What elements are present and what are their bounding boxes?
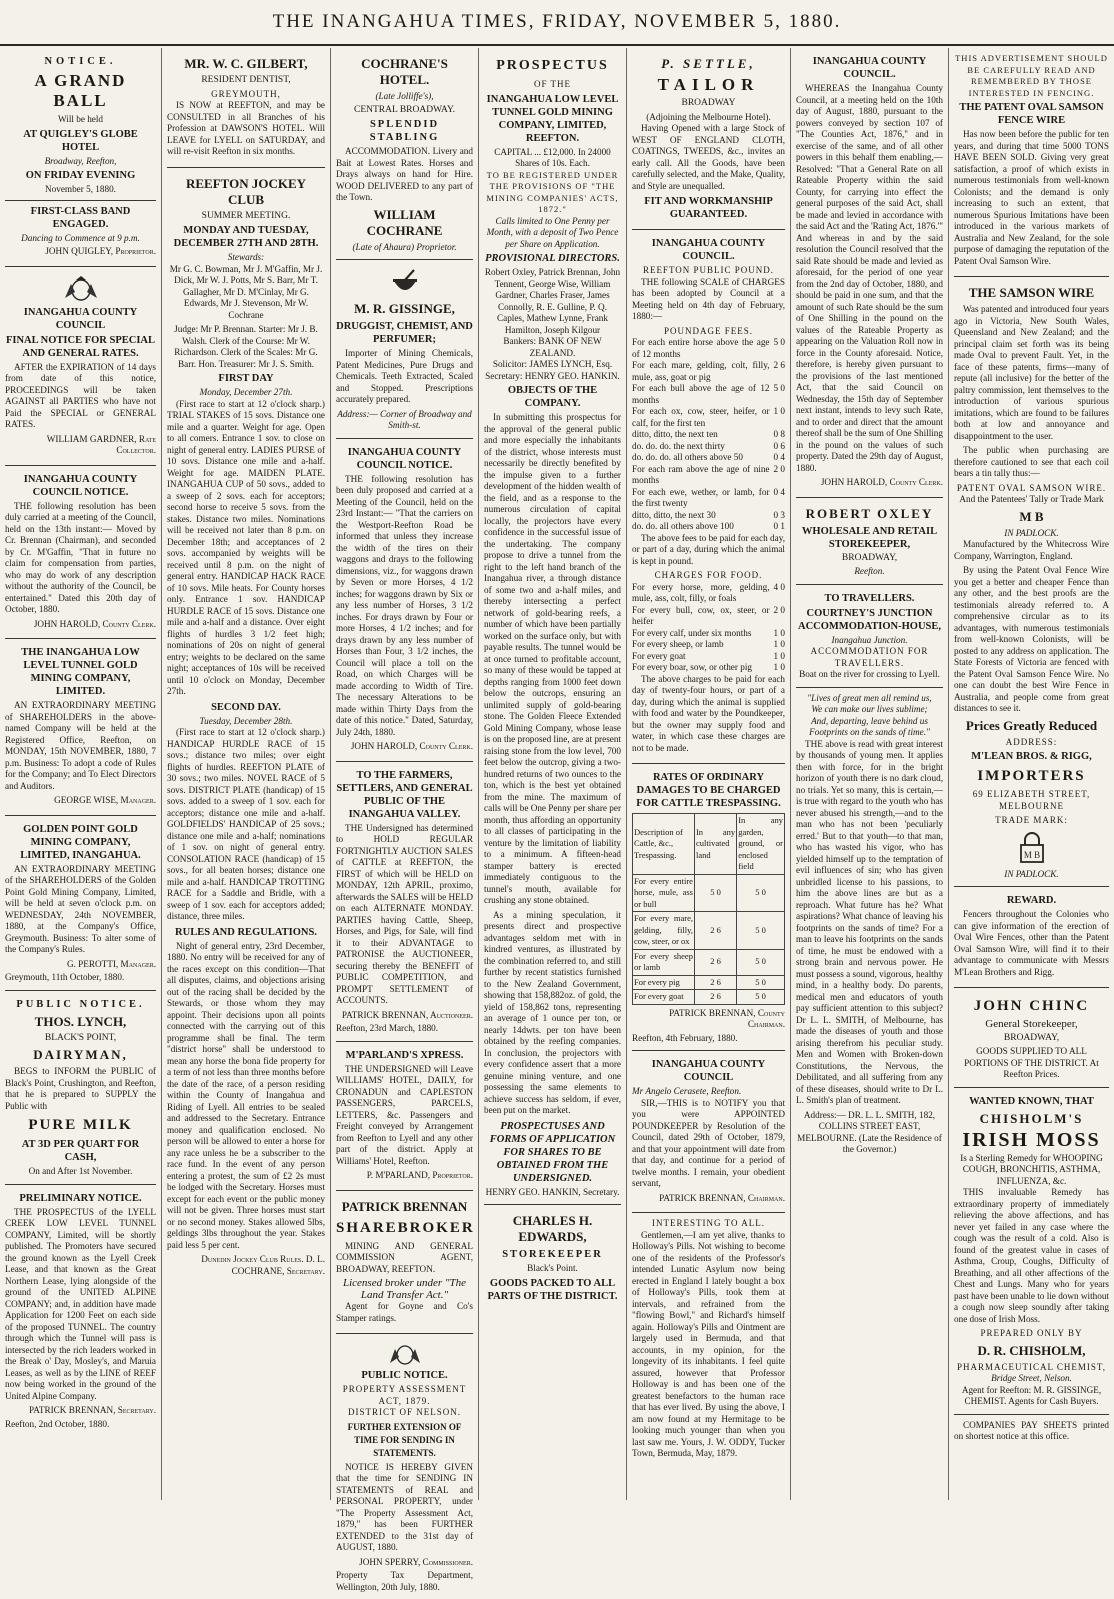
sharebroker-ad [336,1191,473,1335]
moss-address: Bridge Street, Nelson. [991,1373,1072,1383]
wire-padlock: IN PADLOCK. [1004,527,1059,538]
agents-head: ADDRESS: [1005,736,1058,747]
poundkeeper-letter [632,1051,785,1213]
cochrane-hotel-ad [336,48,473,260]
poundage-row: ditto, ditto, the next ten 0 8 [632,429,785,439]
preliminary-notice [5,1185,156,1437]
general-rate-body: WHEREAS the Inangahua County Council, at a meeting held on the 10th day of August, 1880, pursuant to the powers conveyed by section 107 of "The Counties Act, 1876," and in exercise of the same, and of all other powers in this behalf them enabling,—Resolved: "That a General Rate on all Rateable Property within the said County, for carrying into effect the general purposes of the said Act, shall be made and levied in accordance with the said Act and the 'Rating Act, 1876.'" And whereas in and by the said resolution the Council resolved that the said Rate should be made and levied as aforesaid, for the period of one year from the 2nd day of October, 1880, and should be paid in one sum, and that the amount of such Rate should be the sum of One Shilling in the pound on the values of the Rateable Property as appearing on the Valuation Roll now in force in the County aforesaid. Notice, therefore, is hereby given pursuant to the provisions of the last mentioned Act, that the said Council on Wednesday, the 15th day of September next instant, intends to levy such Rate, and to order and direct that the amount thereof shall be the sum of One Shilling in the pound on the values of such property. Dated the 29th day of August, 1880. [796,83,943,473]
damages-head: RATES OF ORDINARY DAMAGES TO BE CHARGED FOR CATTLE TRESPASSING. [636,772,781,809]
chinc-trade: General Storekeeper, [985,1018,1078,1030]
objects-body-2: As a mining speculation, it presents direct and prospective advantages seldom met with in kindred ventures, as illustrated by the combination referred to, and still further by recent statistics furnished to the New Zealand Government, showing that 158,882oz. of gold, the yield of 158,862 tons, representing an average of 1 ounce per ton, or nearly 14dwts. per ton have been obtained by the reefing companies. In conclusion, the projectors with every confidence assert that a more genuine mining venture, and one possessing the same elements to achieve success has seldom, if ever, been put on the market. [484,909,621,1115]
express-ad [336,1042,473,1191]
moss-body: THIS invaluable Remedy has extraordinary property of immediately relieving the above affections, and has never yet failed in any case where the cough was the result of a cold. Also is found of the greatest value in cases of Asthma, Croup, Coughs, Difficulty of Breathing, and all other affections of the Chest and Lungs. Many who for years past have been unable to lie down without a cough now sleep soundly after taking one dose of Irish Moss. [954,1187,1109,1324]
express-body: THE UNDERSIGNED will Leave WILLIAMS' HOTEL, DAILY, for CRONADUN and CAPLESTON PASSENGERS, PARCELS, LETTERS, &c. Passengers and Freight conveyed by Arrangement from Reefton to Lyell and any other part of the district. Apply at Williams' Hotel, Reefton. [336,1063,473,1166]
ball-signature: JOHN QUIGLEY, Proprietor. [45,246,156,256]
final-rates-notice [5,267,156,466]
poundage-row: For each mare, gelding, colt, filly, mule, ass, goat or pig 2 6 [632,360,785,382]
objects-head: OBJECTS OF THE COMPANY. [507,385,598,409]
tailor-body: Having Opened with a large Stock of WEST OF ENGLAND CLOTH, COATINGS, TWEEDS, &c., invites an early call. All the Goods, have been carefully selected, and the Make, Quality, and Style are unequalled. [632,123,785,191]
food-note: The above charges to be paid for each day of twenty-four hours, or part of a day, during which the animal is supplied with food and water by the Poundkeeper, but the owner may supply food and water, in which case these charges are not to be made. [632,673,785,753]
oxley-ad [796,498,943,585]
dentist-body: IS NOW at REEFTON, and may be CONSULTED in all Branches of his Profession at DAWSON'S HOTEL. Will LEAVE for LYELL on SATURDAY, and will re-visit Reefton in six months. [167,100,325,156]
broker-agent: Agent for Goyne and Co's Stamper ratings. [336,1301,473,1323]
lynch-name: THOS. LYNCH, [34,1013,127,1029]
lynch-milk: PURE MILK [28,1117,133,1133]
dentist-town: GREYMOUTH, [211,88,281,99]
agents-name: M'LEAN BROS. & RIGG, [971,751,1092,762]
poundage-list [632,337,785,533]
tailor-adjoining: (Adjoining the Melbourne Hotel). [646,111,771,122]
irish-moss-ad [954,1088,1109,1415]
moss-name: CHISHOLM'S [979,1110,1084,1126]
tire-notice [336,439,473,762]
rates-body: AFTER the EXPIRATION of 14 days from date of this notice, PROCEEDINGS will be taken AGAINST all PARTIES who have not Paid the SPECIAL or GENERAL RATES. [5,361,156,429]
prospectus-ad [484,48,621,1205]
poundage-row: do. do. do. all others above 50 0 4 [632,452,785,462]
tire-head: INANGAHUA COUNTY COUNCIL NOTICE. [347,446,462,471]
hotel-owner: WILLIAM COCHRANE [366,206,443,238]
day1-head: FIRST DAY [218,373,274,384]
agents-trade: IMPORTERS [977,768,1086,784]
chemist-body: Importer of Mining Chemicals, Patent Medicines, Pure Drugs and Chemicals. Teeth Extracted, Scaled and Stopped. Prescriptions accurately prepared. [336,348,473,404]
wire-body-2: By using the Patent Oval Fence Wire you get a better and cheaper Fence than any other, and the best proofs are the testimonials already referred to. A comprehensive circular as to its advantages, with numerous testimonials from well-known Colonists, will be posted to any address on application. The State Forests of Victoria are fenced with the Patent Oval Samson Fence Wire. No one can doubt the best Wire Fence in Australia, and people come from great distances to see it. [954,565,1109,713]
tunnel-body: AN EXTRAORDINARY MEETING of SHAREHOLDERS in the above-named Company will be held at the Registered Office, Reefton, on MONDAY, 15th NOVEMBER, 1880, 7 p.m. Business: To adopt a code of Rules for the Company; and To Elect Directors and Auditors. [5,700,156,791]
moss-wanted: WANTED KNOWN, THAT [969,1095,1094,1107]
dentist-name: MR. W. C. GILBERT, [184,56,308,71]
wire-tally: PATENT OVAL SAMSON WIRE. [956,482,1107,493]
dentist-title: RESIDENT DENTIST, [201,75,291,85]
pound-body: THE following SCALE of CHARGES has been adopted by Council at a Meeting held on 4th day of February, 1880:— [632,276,785,321]
hotel-stabling: SPLENDID STABLING [369,119,440,143]
damages-header-row [633,814,785,875]
oxley-name: ROBERT OXLEY [805,505,934,521]
golden-signature: G. PEROTTI, Manager. [66,958,156,969]
express-head: M'PARLAND'S XPRESS. [345,1049,464,1061]
wire-head: THE SAMSON WIRE [968,285,1095,300]
holloway-head: INTERESTING TO ALL. [652,1218,765,1228]
prelim-date: Reefton, 2nd October, 1880. [5,1418,110,1429]
hotel-body: ACCOMMODATION. Livery and Bait at Lowest Rates. Horses and Drays always on hand for Hire. WOOD DELIVERED to any part of the Town. [336,146,473,202]
ball-notice [5,48,156,267]
hotel-owner-sub: (Late of Ahaura) Proprietor. [352,241,457,252]
directors-list: Robert Oxley, Patrick Brennan, John Tennent, George Wise, William Gardner, Charles Fraser, James Connolly, R. E. Gulline, P. Q. Caples, Mathew Lynne, Frank Hamilton, Joseph Kilgour [484,267,621,335]
edwards-name: CHARLES H. EDWARDS, [512,1213,593,1244]
tax-district: DISTRICT OF NELSON. [347,1407,462,1417]
column-1 [0,48,162,1500]
reward-ad [954,887,1109,988]
tailor-address: BROADWAY [681,98,736,108]
prospectus-registration: TO BE REGISTERED UNDER THE PROVISIONS OF "THE MINING COMPANIES' ACTS, 1872." [486,169,619,214]
tunnel-head: THE INANGAHUA LOW LEVEL TUNNEL GOLD MINING COMPANY, LIMITED. [21,647,140,697]
ball-notice-head: NOTICE. [44,56,117,67]
jockey-dates: MONDAY AND TUESDAY, DECEMBER 27TH AND 28TH. [173,225,319,249]
holloway-body: Gentlemen,—I am yet alive, thanks to Holloway's Pills. Not wishing to become one of the residents of the Professor's intended Lunatic Asylum now being erected in England I lately bought a box of Holloway's Pills, took them at intervals, and refrained from the "flowing Bowl," and Richard's himself again. Holloway's Pills and Ointment are largely used in Bermuda, and that accounts, in my opinion, for the longevity of its inhabitants. I feel quite assured, however that Professor Holloway is and has been one of the greatest benefactors to the human race that has ever lived. By using the above, I am now found at my Hermitage to be looking much younger than when you last saw me. Yours, J. W. ODDY, Tucker Town, Bermuda, May, 1879. [632,1229,785,1458]
hotel-name: COCHRANE'S HOTEL. [361,56,448,87]
damages-signature: PATRICK BRENNAN, County Chairman. [669,1007,785,1029]
broker-body: MINING AND GENERAL COMMISSION AGENT, BROADWAY, REEFTON. [336,1240,473,1274]
rates-head: FINAL NOTICE FOR SPECIAL AND GENERAL RATES. [5,334,156,359]
directors-head: PROVISIONAL DIRECTORS. [485,253,620,264]
table-row: For every pig 2 6 5 0 [633,975,785,990]
tailor-trade: TAILOR [657,75,760,94]
dentist-ad [167,48,325,168]
damages-date: Reefton, 4th February, 1880. [632,1032,738,1043]
lynch-trade: DAIRYMAN, [33,1047,128,1062]
oxley-address: BROADWAY, [841,552,898,563]
trade-mark-label: TRADE MARK: [995,815,1068,825]
column-6 [791,48,949,1500]
travellers-head: TO TRAVELLERS. [824,592,915,604]
mortar-icon [390,269,420,297]
chinc-address: BROADWAY, [1003,1032,1060,1043]
moss-pharmacist: PHARMACEUTICAL CHEMIST, [956,1361,1106,1372]
lynch-body: BEGS to INFORM the PUBLIC of Black's Point, Crushington, and Reefton, that he is prepared to SUPPLY the Public with [5,1066,156,1111]
fence-body: Has now been before the public for ten years, and during that time 5000 TONS HAVE BEEN SOLD. Giving very great satisfaction, a proof of which exists in numerous testimonials from well-known Colonists; and the demand is only increasing to such an extent, that numerous Spurious Imitations have been introduced in the various markets of Australia and New Zealand, for the sole purpose of damaging the reputation of the Patent Oval Samson Wire. [954,129,1109,266]
food-row: For every horse, more, gelding, mule, ass, colt, filly, or foals 4 0 [632,581,785,603]
agents-address: 69 ELIZABETH STREET, MELBOURNE [972,789,1091,811]
ball-place: AT QUIGLEY'S GLOBE HOTEL [23,128,138,153]
tax-date: Property Tax Department, Wellington, 20th July, 1880. [336,1570,473,1592]
rules-signature: Dunedin Jockey Club Rules. D. L. COCHRANE, Secretary. [201,1254,325,1276]
fence-head: THE PATENT OVAL SAMSON FENCE WIRE [959,102,1104,126]
jockey-sub: SUMMER MEETING. [201,210,291,221]
ball-address: Broadway, Reefton, [44,155,117,166]
food-head: CHARGES FOR FOOD. [654,570,763,580]
smith-ad [796,688,943,1162]
travellers-ad [796,585,943,688]
table-row: For every sheep or lamb 2 6 5 0 [633,949,785,975]
stewards-list: Mr G. C. Bowman, Mr J. M'Gaffin, Mr J. Dick, Mr W. J. Potts, Mr S. Barr, Mr T. Gallagher, Mr D. M'Cinlay, Mr G. Edwards, Mr J. Stevenson, Mr W. Cochrane [169,263,323,320]
secretary: Secretary: HENRY GEO. HANKIN. [485,370,620,381]
oxley-trade: WHOLESALE AND RETAIL STOREKEEPER, [801,525,938,550]
table-row: For every goat 2 6 5 0 [633,990,785,1005]
objects-body: In submitting this prospectus for the approval of the general public and more especially the inhabitants of the district, whose interests must necessarily be directly benefited by the impulse given to a further development of the hidden wealth of the field, and as a response to the numerous circulation of capital locally, the projectors have every confidence in the successful issue of the undertaking. The company propose to drive a tunnel from the right to the left hand branch of the Inangahua river, a through distance of some two and a-half miles, and thereby intersecting a perfect network of gold-bearing reefs, a number of which have been partially worked on the surface only, but with payable results. The tunnel would be at once turned to profitable account, so many of these would be tapped at depths ranging from 1000 feet down below the outcrops, ensuring an unlimited supply of gold-bearing stone. The Golden Fleece Extended Gold Mining Company, whose lease is on the proposed line, are at present raising stone from the low level, 700 feet below the outcrop, giving a two-hundred returns of two ounces to the ton, which is the best yet obtained from the mine. The maximum of calls will be One Penny per share per month, thus affording an opportunity to all classes of participating in the venture by the limitation of liability to a minimum. A fifteen-head stamper battery is erected immediately contiguous to the tunnel's mouth, available for crushing any stone obtained. [484,412,622,905]
day1-body: (First race to start at 12 o'clock sharp.) TRIAL STAKES of 15 sovs. Distance one mile and a quarter. Weight for age. Open to all comers. Entrance 1 sov. to close on night of general entry. LADIES PURSE of 10 sovs. Distance one mile and a-half. Weight for age. MAIDEN PLATE. INANGAHUA CUP of 50 sovs., added to a sweep of 2 sovs. each for acceptors; second horse to receive 5 sovs. from the stakes. Distance two miles. Nominations will be received not later than 8 p.m. on December 18th; and acceptances of 2 sovs. accompanied by weights will be received until 8 p.m. on the night of general entry. HANDICAP HACK RACE of 10 sovs. Mile heats. For County horses only. Entrance 1 sov. HANDICAP HURDLE RACE of 15 sovs. Distance one mile and a-half and a distance. Over eight flights of hurdles 3 1/2 feet high; nominations of 20s on night of general entry; weights to be declared on the same night; acceptances of 10s will be received until 10 o'clock on Monday, December 27th. [167,398,325,696]
column-5 [627,48,791,1500]
column-3 [331,48,479,1592]
chemist-name: M. R. GISSINGE, [354,301,455,316]
smith-body: THE above is read with great interest by thousands of young men. It applies then with force, for in the bright horizon of youth there is no dark cloud, no trials. Yet so many, this is certain,—is true with regard to the youth who has never abused his strength,—and to the man who has not been 'peculiarly erred.' But to that youth—to that man, who has wasted his vigor, who has yielded himself up to the temptation of evil influences of sin; who has given unbridled license to his passions, to him the above lines are but as a reproach. What future has he? What aspirations? What chance of leaving his footprints on the sands of time? For a man to leave his footprints on the sands of time, he must be endowed with a strong brain and nervous power. He must possess a sound, vigorous, healthy mind, in a healthy body. Do parents, medical men and educators of youth pay sufficient attention to this subject? Dr L. L. SMITH, of Melbourne, has made the diseases of youth and those arising therefrom his peculiar study. Men and Women with Broken-down Constitutions, the Nervous, the Debilitated, and all suffering from any of these diseases, should write to Dr L. L. Smith's plan of treatment. [796,738,943,1105]
hotel-address: CENTRAL BROADWAY. [354,104,455,115]
junction-hotel-ad: ACCOMMODATION FOR TRAVELLERS. [810,646,929,668]
ball-band: FIRST-CLASS BAND ENGAGED. [30,205,131,230]
tax-extension: FURTHER EXTENSION OF TIME FOR SENDING IN STATEMENTS. [347,1421,462,1458]
golden-head: GOLDEN POINT GOLD MINING COMPANY, LIMITED, INANGAHUA. [20,823,141,861]
hotel-late: (Late Jolliffe's), [375,91,434,101]
prospectus-calls: Calls limited to One Penny per Month, with a deposit of Two Pence per Share on Application. [486,215,619,249]
farmers-head: TO THE FARMERS, SETTLERS, AND GENERAL PUBLIC OF THE INANGAHUA VALLEY. [336,769,473,820]
ball-time: Dancing to Commence at 9 p.m. [21,232,140,243]
pound-notice [632,230,785,764]
smith-poem: "Lives of great men all remind us, We can make our lives sublime; And, departing, leave behind us Footprints on the sands of time." [807,692,932,737]
dairyman-notice [5,991,156,1185]
broker-title: SHAREBROKER [336,1219,475,1236]
letter-signature: PATRICK BRENNAN, Chairman. [659,1192,785,1203]
broker-licence: Licensed broker under "The Land Transfer Act." [342,1277,467,1301]
moss-sub: Is a Sterling Remedy for WHOOPING COUGH, BRONCHITIS, ASTHMA, INFLUENZA, &c. [960,1152,1103,1186]
stewards-head: Stewards: [227,252,265,262]
jockey-head: REEFTON JOCKEY CLUB [185,175,307,207]
pound-sub: REEFTON PUBLIC POUND. [642,265,775,275]
forms-signature: HENRY GEO. HANKIN, Secretary. [485,1186,620,1197]
fence-intro: THIS ADVERTISEMENT SHOULD BE CAREFULLY READ AND REMEMBERED BY THOSE INTERESTED IN FENCING. [955,53,1108,98]
resolution-head: INANGAHUA COUNTY COUNCIL NOTICE. [23,473,138,498]
ball-sub: Will be held [57,114,104,124]
tailor-name: P. SETTLE, [661,56,756,71]
wire-maker: Manufactured by the Whitecross Wire Company, Warrington, England. [954,539,1109,561]
golden-date: Greymouth, 11th October, 1880. [5,972,125,982]
column-4 [479,48,627,1500]
rules-body: Night of general entry, 23rd December, 1880. No entry will be received for any of the races except on this condition—That all disputes, claims, and objections arising out of the racing shall be decided by the Stewards, or those whom they may appoint. Their decisions upon all points connected with the carrying out of this programme shall be final. The term "district horse" shall be understood to mean any horse the bona fide property for a term of not less than three months before the date of the race, of a person residing within the County of Inangahua and Riding of Lyell. All entries to be sealed and addressed to the Secretary. Entrance money and qualification enclosed. No person will be allowed to enter a horse for any race unless he be a subscriber to the race fund. In the event of any person entering a protest, the sum of £2 2s must be lodged with the Secretary. Horses must except for each event or the public money will not be given. Three horses must start or no second money. Stakes allowed 5lbs, geldings 3lbs throughout the year. Stakes paid less 5 per cent. [167,940,325,1250]
poundage-row: ditto, ditto, the next 30 0 3 [632,509,785,520]
tire-body: THE following resolution has been duly proposed and carried at a Meeting of the Council, held on the 23rd Instant:— "That the carriers on the Westport-Reefton Road be informed that unless they increase the width of the tires on their waggons and drays to the following dimensions, viz., for waggons drawn by Seven or more Horses, 4 1/2 inches; for waggons drawn by Six or any less number of Horses, 3 1/2 inches. For drays drawn by Four or more Horses, 4 1/2 inches; and for drays drawn by any less number of Horses than Four, 3 1/2 inches, the Council will place a toll on the Road, on which Charges will be made according to Width of Tire. The necessary Alterations to be made within Thirty Days from the date of this notice." Dated, Saturday, July 24th, 1880. [336,473,473,737]
letter-to: Mr Angelo Cerasete, Reefton. [632,1086,742,1096]
ball-date: November 5, 1880. [45,184,116,194]
samson-wire-ad [954,277,1109,887]
day2-head: SECOND DAY. [211,701,281,713]
prices-head: Prices Greatly Reduced [965,717,1098,733]
prelim-signature: PATRICK BRENNAN, Secretary. [28,1405,156,1415]
wire-caution: The public when purchasing are therefore cautioned to see that each coil bears a tin tally thus:— [954,445,1109,478]
damages-col-garden: In any garden, ground, or enclosed field [737,814,785,875]
junction-hotel-boat: Boat on the river for crossing to Lyell. [799,669,940,679]
day2-date: Tuesday, December 28th. [199,715,293,726]
prospectus-company: INANGAHUA LOW LEVEL TUNNEL GOLD MINING COMPANY, LIMITED, REEFTON. [486,93,619,144]
damages-table [632,813,785,1005]
tire-signature: JOHN HAROLD, County Clerk. [350,741,473,751]
poundage-row: do. do. all others above 100 0 1 [632,521,785,531]
edwards-ad [484,1205,621,1311]
poundage-head: POUNDAGE FEES. [663,325,753,336]
junction-hotel-place: Inangahua Junction. [831,634,908,645]
paysheets-ad [954,1415,1109,1452]
ball-title: A GRAND BALL [34,71,127,110]
golden-point-notice [5,816,156,991]
chinc-goods: GOODS SUPPLIED TO ALL PORTIONS OF THE DISTRICT. At Reefton Prices. [964,1046,1099,1079]
farmers-body: THE Undersigned has determined to HOLD REGULAR FORTNIGHTLY AUCTION SALES of CATTLE at REEFTON, the FIRST of which will be HELD on MONDAY, 12th APRIL, proximo, afterwards the SALES will be HELD on each ALTERNATE MONDAY. PARTIES having Cattle, Sheep, Horses, and Pigs, for Sale, will find it to their ADVANTAGE to PATRONISE the AUCTIONEER, securing thereby the BENEFIT of PUBLIC COMPETITION, and PROMPT SETTLEMENT of ACCOUNTS. [336,822,474,1005]
table-row: For every entire horse, mule, ass or bull 5 0 5 0 [633,874,785,912]
prospectus-of: OF THE [533,79,572,89]
poundage-note: The above fees to be paid for each day, or part of a day, during which the animal is kept in pound. [632,532,785,566]
table-row: For every mare, gelding, filly, cow, steer, or ox 2 6 5 0 [633,912,785,950]
jockey-club-ad [167,168,325,1286]
trade-mark-padlock: IN PADLOCK. [1004,868,1059,879]
solicitor: Solicitor: JAMES LYNCH, Esq. [492,359,613,369]
food-row: For every calf, under six months 1 0 [632,627,785,638]
rates-signature: WILLIAM GARDNER, Rate Collector. [46,433,156,455]
resolution-signature: JOHN HAROLD, County Clerk. [33,618,156,629]
royal-crest-icon [61,276,101,302]
food-row: For every sheep, or lamb 1 0 [632,639,785,649]
chemist-ad [336,260,473,439]
wire-mb: M B [1019,508,1044,524]
general-rate-notice [796,48,943,498]
wire-mark: And the Patentees' Tally or Trade Mark [959,494,1104,504]
ball-when: ON FRIDAY EVENING [25,170,136,181]
food-row: For every boar, sow, or other pig 1 0 [632,662,785,672]
letter-head: INANGAHUA COUNTY COUNCIL [651,1059,766,1083]
express-signature: P. M'PARLAND, Proprietor. [366,1170,473,1180]
farmers-date: Reefton, 23rd March, 1880. [336,1023,439,1033]
officials-list: Judge: Mr P. Brennan. Starter: Mr J. B. Walsh. Clerk of the Course: Mr W. Richardson. Clerk of the Scales: Mr G. Barr. Hon. Treasurer: Mr J. S. Smith. [174,324,318,369]
golden-body: AN EXTRAORDINARY MEETING of the SHAREHOLDERS of the Golden Point Gold Mining Company, Limited, will be held at seven o'clock p.m. on WEDNESDAY, 24th NOVEMBER, 1880, at the Company's Office, Greymouth. Business: To alter some of the Company's Rules. [5,863,156,954]
food-row: For every bull, cow, ox, steer, or heifer 2 0 [632,604,785,626]
tax-head: PUBLIC NOTICE. [361,1370,448,1381]
property-tax-notice [336,1334,473,1599]
svg-text:M B: M B [1023,849,1040,860]
moss-prepared: PREPARED ONLY BY [980,1328,1083,1338]
public-notice-head: PUBLIC NOTICE. [16,998,145,1010]
prelim-body: THE PROSPECTUS of the LYELL CREEK LOW LEVEL TUNNEL COMPANY, Limited, will be shortly published. The Promoters have secured the ground known as the Lyell Creek Lease, and that known as the Great Northern Lease, lying alongside of the ground of the UNITED ALPINE COMPANY; and, in addition have made Application for 1200 Feet on each side of the proposed TUNNEL. The country through which the Tunnel will pass is intersected by the rich leaders worked in the Break o' Day, Mosley's, and Maruia Leases, as well as by the LINE of REEF now being worked in the ground of the United Alpine Company. [5,1206,156,1401]
tailor-ad [632,48,785,230]
wire-body: Was patented and introduced four years ago in Victoria, New South Wales, Queensland and New Zealand; and the principal claim set forth was its being made Oval to prevent Fault. Yet, in the face of these patents, firms—many of repute (all inclusive) for the better of the paltry commission, lent themselves to the introduction of various spurious imitations, which are found to be failures both at low and annoyance and disappointment to the user. [954,304,1109,441]
farmers-ad [336,762,473,1042]
food-row: For every goat 1 0 [632,650,785,661]
poundage-row: For each entire horse above the age of 12 months 5 0 [632,337,785,359]
moss-agent: Agent for Reefton: M. R. GISSINGE, CHEMIST. Agents for Cash Buyers. [961,1384,1102,1406]
column-7 [949,48,1114,1500]
damages-col-description: Description of Cattle, &c., Trespassing. [633,814,695,875]
poundage-row: For each ox, cow, steer, heifer, or calf, for the first ten 1 0 [632,406,785,428]
forms-head: PROSPECTUSES AND FORMS OF APPLICATION FOR SHARES TO BE OBTAINED FROM THE UNDERSIGNED. [489,1120,616,1184]
tax-signature: JOHN SPERRY, Commissioner. [359,1556,473,1567]
tunnel-meeting-notice [5,639,156,816]
moss-product: IRISH MOSS [962,1128,1101,1151]
junction-hotel-name: COURTNEY'S JUNCTION ACCOMMODATION-HOUSE, [797,607,941,632]
resolution-body: THE following resolution has been duly carried at a meeting of the Council, held on the 13th instant:— Moved by Cr. Brennan (Chairman), and seconded by Cr. M'Gaffin, "That in future no claim for compensation from parties, who may do work of any description without the authority of the Council, be entertained." Dated this 20th day of October, 1880. [5,500,156,614]
prelim-head: PRELIMINARY NOTICE. [19,1192,142,1204]
damages-notice [632,764,785,1051]
smith-address: Address:— DR. L. L. SMITH, 182, COLLINS STREET EAST, MELBOURNE. (Late the Residence of the Governor.) [797,1109,942,1154]
general-rate-head: INANGAHUA COUNTY COUNCIL. [812,56,927,80]
tunnel-signature: GEORGE WISE, Manager. [54,795,156,805]
lynch-from: On and After 1st November. [28,1166,133,1176]
chinc-name: JOHN CHINC [973,998,1090,1014]
oxley-town: Reefton. [854,566,885,576]
food-list [632,582,785,674]
lynch-place: BLACK'S POINT, [44,1032,117,1043]
prospectus-head: PROSPECTUS [496,58,609,73]
bankers: Bankers: BANK OF NEW ZEALAND. [503,336,602,358]
poundage-row: For each ewe, wether, or lamb, for the first twenty 0 4 [632,486,785,508]
paysheets-body: COMPANIES PAY SHEETS printed on shortest notice at this office. [954,1419,1109,1441]
lynch-price: AT 3D PER QUART FOR CASH, [21,1139,140,1163]
general-rate-signature: JOHN HAROLD, County Clerk. [820,477,943,487]
edwards-place: Black's Point. [527,1263,578,1273]
tax-body: NOTICE IS HEREBY GIVEN that the time for SENDING IN STATEMENTS of REAL and PERSONAL PROPERTY, under "The Property Assessment Act, 1879," has been FURTHER EXTENDED to the 31st day of AUGUST, 1880. [336,1461,473,1552]
fence-wire-ad [954,48,1109,277]
masthead: THE INANGAHUA TIMES, FRIDAY, NOVEMBER 5, 1880. [0,0,1114,46]
pound-head: INANGAHUA COUNTY COUNCIL. [651,238,766,262]
day1-date: Monday, December 27th. [199,387,293,397]
chinc-ad [954,988,1109,1088]
letter-body: SIR,—THIS is to NOTIFY you that you were APPOINTED POUNDKEEPER by Resolution of the Council, dated 29th of October, 1879, and that your appointment will date from that day, and continue for a period of twelve months. I remain, your obedient servant, [632,1097,785,1188]
padlock-trademark-icon [1015,831,1049,865]
broker-name: PATRICK BRENNAN [341,1198,468,1214]
prospectus-capital: CAPITAL ... £12,000. In 24000 Shares of 10s. Each. [494,146,611,168]
holloway-ad [632,1213,785,1469]
poundage-row: do. do. do. the next thirty 0 6 [632,440,785,451]
chemist-address: Address:— Corner of Broadway and Smith-st. [337,408,472,430]
tailor-fit: FIT AND WORKMANSHIP GUARANTEED. [644,196,773,220]
chemist-trade: DRUGGIST, CHEMIST, AND PERFUMER; [336,321,473,345]
farmers-signature: PATRICK BRENNAN, Auctioneer. [341,1009,473,1020]
poundage-row: For each ram above the age of nine months 2 0 [632,463,785,485]
damages-col-cultivated: In any cultivated land [694,814,736,875]
edwards-trade: STOREKEEPER [502,1249,603,1260]
royal-crest-icon [387,1343,423,1365]
edwards-goods: GOODS PACKED TO ALL PARTS OF THE DISTRICT. [487,1277,618,1302]
rates-council-head: INANGAHUA COUNTY COUNCIL [23,306,138,331]
day2-body: (First race to start at 12 o'clock sharp.) HANDICAP HURDLE RACE of 15 sovs.; distance two miles; over eight flights of hurdles. REEFTON PLATE of 30 sovs.; two miles. NOVEL RACE of 5 sovs. DISTRICT PLATE (handicap) of 15 sovs. added to a sweep of 1 sov. each for acceptors; distance one mile and a-half. GOLDFIELDS' HANDICAP of 25 sovs.; distance one mile and a-half; nominations of 1 sov. on night of general entry. CONSOLATION RACE (handicap) of 15 sovs., for all beaten horses; distance one mile and a-half. HANDICAP TROTTING RACE for a Saddle and Bridle, with a sweep of 1 sov. each for acceptors added; distance, three miles. [167,727,325,921]
poundage-row: For each bull above the age of 12 months 5 0 [632,383,785,405]
tax-sub: PROPERTY ASSESSMENT ACT, 1879. [342,1384,467,1406]
moss-maker: D. R. CHISHOLM, [977,1342,1086,1358]
rules-head: RULES AND REGULATIONS. [175,926,317,938]
column-2 [162,48,331,1500]
reward-head: REWARD. [1006,895,1057,906]
reward-body: Fencers throughout the Colonies who can give information of the erection of Oval Wire Fences, other than the Patent Oval Samson Wire, will find it to their advantage to communicate with Messrs M'Lean Brothers and Rigg. [954,909,1109,977]
resolution-notice [5,466,156,640]
